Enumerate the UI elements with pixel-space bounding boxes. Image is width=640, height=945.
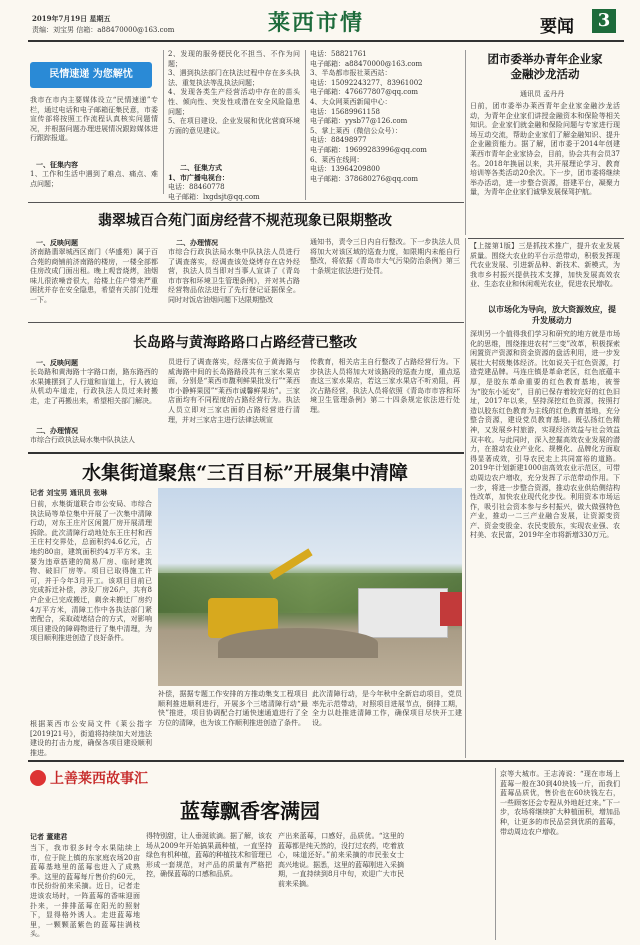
lm-col1: 当下，我市很多时令水果陆续上市，位于院上镇的东家庭农场20亩蓝莓基地里的蓝莓也进入了成熟季。这里的蓝莓每斤售价约60元，市民纷纷前来采摘。近日，记者走进该农场时，一阵蓝莓的香味迎面扑来，一排排蓝莓在阳光的照射下，显得格外诱人。走进蓝莓地里，一颗颗蓝紫色的蓝莓挂满枝头。 bbox=[30, 844, 140, 939]
cd-col1: 长岛路和黄海路十字路口南，路东路西的水果摊摆到了人行道和盲道上，行人被迫从机动车道走，行政执法人员过来时搬走，走了再搬出来，希望相关部门解决。 bbox=[30, 368, 158, 405]
tw-article-title: 团市委举办青年企业家 金融沙龙活动 bbox=[487, 52, 603, 81]
cd-col1b: 市综合行政执法局水集中队执法人 bbox=[30, 436, 135, 444]
photo-caption-2: 此次清障行动，是今年秋中全新启动项目，党员率先示范带动，对照项目进展节点，倒排工期，全力以赴推进清障工作，确保项目尽快开工建设。 bbox=[312, 690, 462, 727]
flower-icon bbox=[30, 770, 46, 786]
minqing-banner bbox=[30, 62, 152, 88]
bcy-article-title: 翡翠城百合苑门面房经营不规范现象已限期整改 bbox=[98, 213, 392, 229]
section-title: 要闻 bbox=[540, 17, 574, 37]
continued-body: 深圳另一个值得我们学习和研究的地方就是市场化的思维，围绕推进农村“三变”改革，积极探索闲置资产资源和资金资源的盘活利用，进一步发展壮大村级集体经济。比如说关于红色资源，打造党建品牌。马连庄镇是革命老区，红色底蕴丰厚，是胶东革命重要的红色教育基地，被誉为“胶东小延安”，目前已保存着较完好的红色旧址，2017年以来，坚持深挖红色资源，按照打造以胶东红色教育为主线的红色教育基地，充分整合资源，建设党员教育基地。既弘扬红色精神，又发展乡村旅游，实现经济效益与社会效益双丰收。与此同时，深入挖掘高效农业发展的潜力，在推动农业产业化、规模化、品牌化方面取得显著成效，引导农民走上共同富裕的道路。2019年计划新建1000亩高效农业示范区，可带动周边农户增收，充分发挥了示范带动作用。下一步，将进一步整合资源，推动农业供给侧结构性改革，加快农业现代化步伐。利用资本市场运作，吸引社会资本参与乡村振兴，做大做强特色产业，推动一二三产业融合发展，让资源变资产、资金变股金、农民变股东，实现农业强、农村美、农民富，2019年全市将新增330万元。 bbox=[470, 330, 620, 540]
cd-s2: 二、办理情况 bbox=[36, 426, 78, 435]
news-photo bbox=[158, 488, 462, 686]
bcy-col2: 市综合行政执法局水集中队执法人员进行了调查落实，经调查该处烧烤存在店外经营，执法人员当即对当事人宣讲了《青岛市市容和环境卫生管理条例》，并对其占路经营物品依法进行了先行登记证据保全。同时对饭店油烟问题下达限期整改 bbox=[168, 248, 300, 304]
header-date: 2019年7月19日 星期五 bbox=[32, 14, 111, 23]
photo-caption-1: 补偿，据据专题工作安排的方推动集支工程项目顺利推进顺利进行，开展多个三堵清障行动“最快”推进，项目协调配合打通快速通道进行了全方位的清障，也为该工作顺利推进创造了条件。 bbox=[158, 690, 308, 727]
continued-article: 【上接第1版】三是抓技术推广，提升农业发展质量。围绕大农业的平台示范带动，积极发挥现代农业发展、引进新品种、新技术、新模式，为我市乡村振兴提供技术支撑，加快发展高效农业、生态农业和休闲观光农业，促进农民增收。 bbox=[470, 242, 620, 289]
media-1-phone: 电话：88460778 bbox=[168, 183, 225, 191]
media-1-name: 1、市广播电视台： bbox=[168, 173, 229, 182]
sj-col1b: 根据莱西市公安局文件《莱公指字[2019]21号》，街道将持续加大对违法建设的打击力度，确保各项目建设顺利推进。 bbox=[30, 720, 152, 757]
content-items: 2、发现的服务便民化不担当、不作为问题； 3、遇到执法部门在执法过程中存在多头执法、重复执法等乱执法问题； 4、发现各类生产经营活动中存在的苗头性、倾向性、突发性或潜在安全风险隐患问题； 5、在项目建设、企业发展和优化营商环境方面的意见建议。 bbox=[168, 50, 300, 135]
header-editor: 责编：刘宝男 信箱：a88470000@163.com bbox=[32, 26, 175, 34]
lm-col2: 得特别甜，让人垂涎欲滴。据了解，该农场从2009年开始搞果蔬种植，一直坚持绿色有机种植，蓝莓的种植技术和管理已形成一套规范，对产品的质量有严格把控，确保蓝莓的口感和品质。 bbox=[146, 832, 272, 879]
content-item: 1、工作和生活中遇到了难点、痛点、难点问题； bbox=[30, 170, 158, 188]
tw-byline: 通讯员 孟丹丹 bbox=[520, 90, 565, 98]
masthead bbox=[0, 0, 640, 44]
page-number: 3 bbox=[592, 9, 616, 33]
subheading: 以市场化为导向，放大资源效应，提升发展动力 bbox=[488, 304, 616, 325]
lm-article-title: 蓝莓飘香客满园 bbox=[180, 799, 320, 823]
story-banner bbox=[30, 768, 190, 788]
section-heading: 一、征集内容 bbox=[36, 160, 78, 169]
bcy-s2: 二、办理情况 bbox=[176, 238, 218, 247]
section-heading-2: 二、征集方式 bbox=[180, 163, 222, 172]
masthead-logo: 莱西市情 bbox=[268, 10, 365, 36]
dump-truck bbox=[358, 588, 448, 638]
bcy-col1: 济南路翡翠城西区南门（华盛苑）属于百合苑的商铺前济南路的楼房，一楼全部都住房改成门面出租。晚上观音烧烤，油烟味儿很浓噪音很大，给楼上住户带来严重困扰并存在安全隐患，希望有关部门处理一下。 bbox=[30, 248, 158, 304]
cd-col3: 传教育，相关店主自行整改了占路经营行为。下步执法人员将加大对该路段的巡查力度，重点巡查这三家水果店，若这三家水果店不听劝阻，再次占路经营，执法人员将依照《青岛市市容和环境卫生管理条例》第二十四条规定依法进行处理。 bbox=[310, 358, 460, 414]
bcy-s1: 一、反映问题 bbox=[36, 238, 78, 247]
banner-text: 民情速递 为您解忧 bbox=[49, 69, 133, 80]
cd-article-title: 长岛路与黄海路路口占路经营已整改 bbox=[133, 335, 357, 351]
lm-byline: 记者 董建君 bbox=[30, 832, 68, 841]
sj-byline: 记者 刘宝男 通讯员 张琳 bbox=[30, 488, 108, 497]
bcy-col3: 通知书，责令三日内自行整改。下一步执法人员将加大对该区域的巡查力度，如限期内未能自行整改，将依据《青岛市大气污染防治条例》第三十条规定依法进行处罚。 bbox=[310, 238, 460, 275]
sj-article-title: 水集街道聚焦“三百目标”开展集中清障 bbox=[82, 462, 408, 484]
cd-s1: 一、反映问题 bbox=[36, 358, 78, 367]
media-contacts: 电话：58821761 电子邮箱：a88470000@163.com 3、半岛都市报社莱西站： 电话：15092243277、83961002 电子邮箱：476677807@qq.com 4、大众网莱西新闻中心： 电话：15689961158 电子邮箱：yysb77@126.com 5、掌上莱西（微信公众号）： 电话：88498977 电子邮箱：19699283996@qq.com 6、莱西在线网： 电话：13964209800 电子邮箱：378680276@qq.com bbox=[310, 50, 427, 183]
tw-article-body: 日前，团市委举办莱西青年企业家金融沙龙活动，为青年企业家们讲授金融资本和保险等相关知识。企业家们就金融和保险问题与专家进行现场互动交流，帮助企业家们了解金融知识、提升企业融资能力。据了解，团市委于2014年创建莱西市青年企业家协会，目前，协会共有会员37名。2018年换届以来，共开展理论学习、教育培训等各类活动20余次。下一步，团市委将继续举办活动，进一步整合资源，搭建平台，凝聚力量，为青年企业家们诚挚发展保驾护航。 bbox=[470, 102, 620, 197]
minqing-intro: 我市在市内主要媒体设立“民情速递”专栏，通过电话和电子邮箱征集民意，市委宣传部将按照工作流程认真核实问题情况，并根据问题办理进展情况跟踪媒体进行跟踪报道。 bbox=[30, 96, 158, 143]
media-1-email: 电子邮箱：lxgdsjt@qq.com bbox=[168, 193, 260, 201]
lm-col3: 产出来蓝莓，口感好，品质优。“这里的蓝莓都是纯天然的，没打过农药，吃着放心，味道还好。”前来采摘的市民张女士高兴地说。据悉，这里的蓝莓刚进入采摘期，一直持续到8月中旬，欢迎广大市民前来采摘。 bbox=[278, 832, 404, 888]
lm-col4: 京等大城市。王志涛说：“现在市场上蓝莓一般在30到40块钱一斤，而我们蓝莓品质优，售价也在60块钱左右，一些顾客还会专程从外地赶过来。”下一步，农场将继续扩大种植面积，增加品种，让更多的市民品尝到优质的蓝莓，带动周边农户增收。 bbox=[500, 770, 620, 836]
story-banner-text: 上善莱西故事汇 bbox=[50, 771, 148, 787]
sj-col1: 日前，水集街道联合市公安局、市综合执法局等单位集中开展了一次集中清障行动，对东王庄片区闲置厂房开展清理拆除。此次清障行动地处东王庄村和西王庄村交界处，总面积约4.6亿元，占地约80亩，建筑面积约4万平方米。主要为违章搭建的简易厂房、临时建筑物、破旧厂房等。项目已取得施工许可，并于今年3月开工。该项目目前已完成拆迁补偿，涉及厂房26户，共有8户企业已完成搬迁，剩余未搬迁厂房约4万平方米，清障工作中各执法部门紧密配合，采取疏堵结合的方式，对影响项目建设的障碍物进行了集中清理，为项目顺利推进创造了良好条件。 bbox=[30, 500, 152, 643]
cd-col2: 员进行了调查落实，经落实位于黄海路与威海路中间的长岛路路段共有三家水果店面，分别是“莱西市馥利鲜果批发行”“莱西市小静鲜果园”“莱西市诚馨鲜果坊”。三家店面均有不同程度的占路经营行为。执法人员立即对三家店面的占路经营进行清理，并对三家店主进行法律法规宣 bbox=[168, 358, 300, 424]
